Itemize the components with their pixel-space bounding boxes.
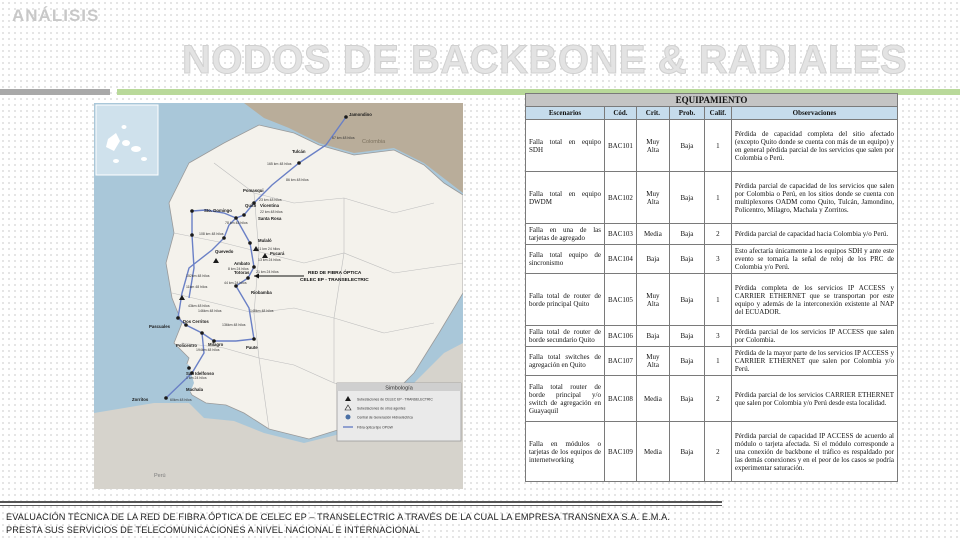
cell-crit: Media	[636, 376, 669, 422]
peru-label: Perú	[154, 473, 166, 479]
link-label: 1 km 24 hilos	[186, 376, 207, 380]
link-label: 194km 48 hilos	[196, 348, 220, 352]
node-totoras: Totoras	[234, 270, 250, 275]
col-header-escenarios: Escenarios	[526, 107, 605, 120]
link-label: 136km 48 hilos	[222, 323, 246, 327]
link-label: 86 km 48 hilos	[286, 178, 309, 182]
col-header-crit: Crit.	[636, 107, 669, 120]
cell-prob: Baja	[669, 326, 704, 347]
cell-calif: 3	[704, 245, 731, 274]
cell-observaciones: Esto afectaría únicamente a los equipos SDH y ante este evento se tomaría la señal de reloj de los PRC de Colombia y/o Perú.	[731, 245, 897, 274]
cell-observaciones: Pérdida parcial de los servicios IP ACCESS que salen por Colombia.	[731, 326, 897, 347]
cell-observaciones: Pérdida parcial de capacidad IP ACCESS de acuerdo al módulo o tarjeta afectada. Si el módulo corresponde a una conexión de backbone el tráfico es respaldado por las demás conexiones y en el peor de los casos se podría experimentar saturación.	[731, 422, 897, 482]
callout-line1: RED DE FIBRA ÓPTICA	[308, 271, 362, 276]
cell-calif: 1	[704, 120, 731, 172]
cell-cod: BAC107	[605, 347, 637, 376]
node-ambato: Ambato	[234, 261, 250, 266]
node-santa-rosa: Santa Rosa	[258, 216, 282, 221]
node-milagro: Milagro	[208, 342, 224, 347]
cell-crit: Muy Alta	[636, 172, 669, 224]
cell-observaciones: Pérdida de la mayor parte de los servicios IP ACCESS y CARRIER ETHERNET que salen por Colombia y/o Perú.	[731, 347, 897, 376]
cell-prob: Baja	[669, 347, 704, 376]
link-label: 78 km 48 hilos	[225, 221, 248, 225]
link-label: 148km 48 hilos	[250, 309, 274, 313]
cell-prob: Baja	[669, 245, 704, 274]
link-label: 152km 48 hilos	[186, 274, 210, 278]
callout-line2: CELEC EP - TRANSELECTRIC	[300, 278, 369, 283]
cell-prob: Baja	[669, 172, 704, 224]
cell-cod: BAC103	[605, 224, 637, 245]
node-quevedo: Quevedo	[215, 249, 234, 254]
table-row	[526, 120, 898, 172]
legend-item: Central de Generación Hidroeléctrica	[357, 415, 413, 420]
cell-calif: 3	[704, 326, 731, 347]
link-label: 43km 48 hilos	[188, 304, 210, 308]
cell-crit: Muy Alta	[636, 274, 669, 326]
cell-cod: BAC109	[605, 422, 637, 482]
node-machala: Machala	[186, 387, 203, 392]
footer-rule-thick	[0, 501, 722, 503]
cell-escenario: Falla en una de las tarjetas de agregado	[526, 224, 605, 245]
link-label: 44 km 24 hilos	[224, 281, 247, 285]
node-quito: Quito	[245, 203, 257, 208]
node-policentro: Policentro	[176, 343, 198, 348]
footer-line1: EVALUACIÓN TÉCNICA DE LA RED DE FIBRA ÓPTICA DE CELEC EP – TRANSELECTRIC A TRAVÉS DE LA CUAL LA EMPRESA TRANSNEXA S.A. E.M.A.	[6, 512, 670, 522]
node-dos-cerritos: Dos Cerritos	[183, 319, 209, 324]
link-label: 23 km 48 hilos	[259, 198, 282, 202]
cell-cod: BAC102	[605, 172, 637, 224]
legend-item: Fibra óptica tipo OPGW	[357, 425, 393, 430]
node-pucara: Pucará	[270, 251, 285, 256]
node-vicentina: Vicentina	[260, 203, 280, 208]
legend-hydro-icon	[346, 415, 351, 420]
link-label: 67 km 48 hilos	[332, 136, 355, 140]
link-label: 8 km 24 hilos	[228, 267, 249, 271]
cell-crit: Muy Alta	[636, 347, 669, 376]
link-label: 165 km 48 hilos	[267, 162, 292, 166]
cell-calif: 1	[704, 274, 731, 326]
node-pascuales: Pascuales	[149, 324, 171, 329]
cell-observaciones: Pérdida parcial de capacidad hacia Colombia y/o Perú.	[731, 224, 897, 245]
cell-prob: Baja	[669, 224, 704, 245]
cell-crit: Baja	[636, 245, 669, 274]
cell-observaciones: Pérdida completa de los servicios IP ACCESS y CARRIER ETHERNET que se transportan por este equipo y además de la interconexión existente al NAP del ECUADOR.	[731, 274, 897, 326]
node-zorritos: Zorritos	[132, 397, 149, 402]
node-mulalo: Mulaló	[258, 238, 272, 243]
cell-prob: Baja	[669, 422, 704, 482]
footer-rule-thin	[0, 505, 722, 506]
table-row	[526, 347, 898, 376]
cell-observaciones: Pérdida parcial de capacidad de los servicios que salen por Colombia o Perú, en los sitios donde se cuenta con multiplexores OADM como Quito, Tulcán, Jamondino, Policentro, Milagro, Machala y Zorritos.	[731, 172, 897, 224]
link-label: 22 km 48 hilos	[260, 210, 283, 214]
table-row	[526, 376, 898, 422]
cell-calif: 2	[704, 422, 731, 482]
cell-prob: Baja	[669, 120, 704, 172]
cell-crit: Media	[636, 224, 669, 245]
col-header-prob: Prob.	[669, 107, 704, 120]
cell-crit: Media	[636, 422, 669, 482]
cell-prob: Baja	[669, 274, 704, 326]
table-row	[526, 245, 898, 274]
table-row	[526, 422, 898, 482]
cell-observaciones: Pérdida parcial de los servicios CARRIER ETHERNET que salen por Colombia y/o Perú desde esta localidad.	[731, 376, 897, 422]
page-title: NODOS DE BACKBONE & RADIALES	[182, 38, 908, 82]
node-pomasqui: Pomasqui	[243, 188, 264, 193]
cell-prob: Baja	[669, 376, 704, 422]
cell-calif: 2	[704, 224, 731, 245]
table-row	[526, 274, 898, 326]
section-label: ANÁLISIS	[12, 6, 100, 25]
cell-calif: 1	[704, 172, 731, 224]
node-riobamba: Riobamba	[251, 290, 272, 295]
link-label: 146km 48 hilos	[198, 309, 222, 313]
cell-calif: 1	[704, 347, 731, 376]
legend-box	[337, 383, 461, 441]
footer-line2: PRESTA SUS SERVICIOS DE TELECOMUNICACIONES A NIVEL NACIONAL E INTERNACIONAL	[6, 525, 421, 535]
galapagos-inset	[96, 105, 158, 175]
cell-escenario: Falla total de router de borde principal Quito	[526, 274, 605, 326]
table-row	[526, 326, 898, 347]
table-row	[526, 172, 898, 224]
colombia-label: Colombia	[362, 139, 386, 145]
node-jamondino: Jamondino	[349, 112, 372, 117]
cell-cod: BAC106	[605, 326, 637, 347]
link-label: 11km 48 hilos	[186, 285, 208, 289]
fiber-network-map	[94, 103, 463, 489]
cell-escenario: Falla total router de borde principal y/o switch de agregación en Guayaquil	[526, 376, 605, 422]
footer-caption	[6, 511, 746, 537]
cell-escenario: Falla total en equipo DWDM	[526, 172, 605, 224]
cell-escenario: Falla total de router de borde secundario Quito	[526, 326, 605, 347]
link-label: 111 km 24 hilos	[256, 247, 280, 251]
cell-cod: BAC105	[605, 274, 637, 326]
cell-cod: BAC104	[605, 245, 637, 274]
table-title: EQUIPAMIENTO	[526, 94, 898, 107]
link-label: 21 km 24 hilos	[256, 270, 279, 274]
equipment-table	[525, 93, 898, 482]
col-header-calif: Calif.	[704, 107, 731, 120]
legend-item: Subestaciones de CELEC EP - TRANSELECTRIC	[357, 397, 433, 402]
cell-crit: Baja	[636, 326, 669, 347]
cell-escenario: Falla total en equipo SDH	[526, 120, 605, 172]
col-header-observaciones: Observaciones	[731, 107, 897, 120]
cell-cod: BAC108	[605, 376, 637, 422]
legend-item: Subestaciones de otros agentes	[357, 406, 406, 411]
cell-escenario: Falla total equipo de sincronismo	[526, 245, 605, 274]
col-header-cod: Cód.	[605, 107, 637, 120]
cell-calif: 2	[704, 376, 731, 422]
title-underline-gray	[0, 89, 110, 95]
cell-cod: BAC101	[605, 120, 637, 172]
cell-escenario: Falla en módulos o tarjetas de los equipos de internetworking	[526, 422, 605, 482]
node-sto-domingo: Sto. Domingo	[204, 208, 232, 213]
node-san-idelfonso: San Idelfonso	[186, 371, 215, 376]
node-paute: Paute	[246, 345, 258, 350]
link-label: 60km 48 hilos	[170, 398, 192, 402]
cell-crit: Muy Alta	[636, 120, 669, 172]
link-label: 108 km 48 hilos	[199, 232, 224, 236]
node-tulcan: Tulcán	[292, 149, 306, 154]
cell-observaciones: Pérdida de capacidad completa del sitio afectado (excepto Quito donde se cuenta con más de un equipo) y en general pérdida parcial de los servicios que salen por Colombia o Perú.	[731, 120, 897, 172]
link-label: 13 km 24 hilos	[258, 258, 281, 262]
legend-title: Simbología	[385, 385, 413, 392]
cell-escenario: Falla total switches de agregación en Quito	[526, 347, 605, 376]
table-row	[526, 224, 898, 245]
